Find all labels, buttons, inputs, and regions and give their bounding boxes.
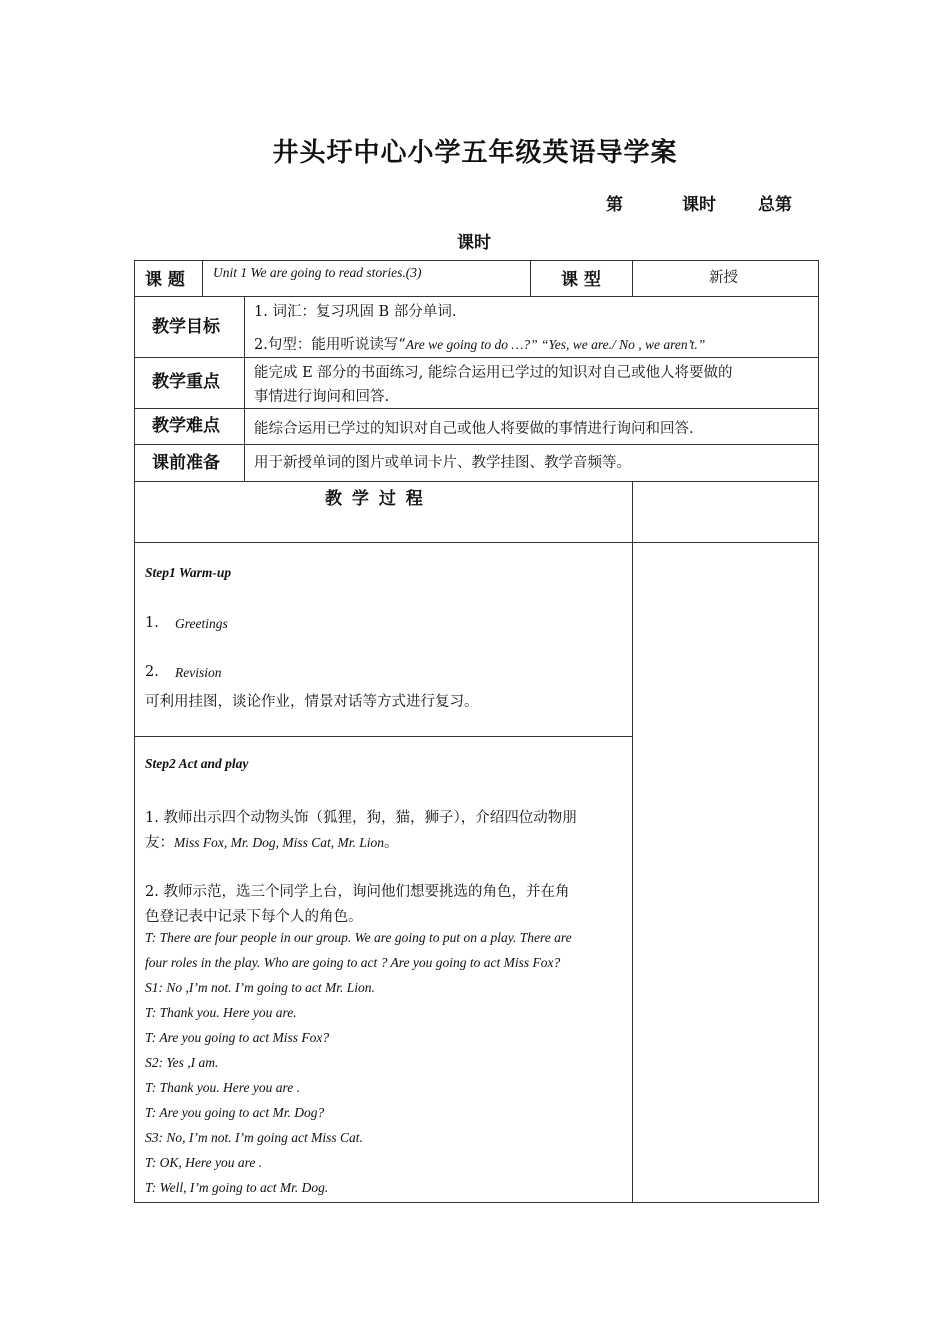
dialogue-line: four roles in the play. Who are going to act ? Are you going to act Miss Fox? [145,955,561,970]
step2-p2-line1: 2. 教师示范，选三个同学上台，询问他们想要挑选的角色，并在角 [145,884,570,900]
dialogue-line: T: Are you going to act Mr. Dog? [145,1105,325,1120]
step2-p1-line1: 1. 教师出示四个动物头饰（狐狸，狗，猫，狮子），介绍四位动物朋 [145,810,577,826]
header-keshi: 课时 [682,195,716,215]
step1-title: Step1 Warm-up [145,565,232,580]
goal-item-2-en: Are we going to do …?” “Yes, we are./ No , we aren’t.” [405,337,706,352]
dialogue-line: T: Thank you. Here you are. [145,1005,297,1020]
goal-item-2-cn: 2.句型：能用听说读写“ [254,337,406,353]
prep-value: 用于新授单词的图片或单词卡片、教学挂图、教学音频等。 [254,455,631,471]
type-value: 新授 [709,270,738,286]
diff-label: 教学难点 [152,416,220,436]
step2-p1-line2-cn: 友： [145,835,174,851]
dialogue-line: T: Are you going to act Miss Fox? [145,1030,330,1045]
dialogue-line: S3: No, I’m not. I’m going act Miss Cat. [145,1130,363,1145]
header-keshi2: 课时 [457,233,491,253]
step1-item2-num: 2. [145,664,159,680]
cell-notes-column [632,542,819,1203]
ketee-value: Unit 1 We are going to read stories.(3) [213,265,422,280]
diff-value: 能综合运用已学过的知识对自己或他人将要做的事情进行询问和回答. [254,421,694,437]
step1-item1-num: 1. [145,615,159,631]
ketee-label: 课 题 [145,270,185,290]
step2-title: Step2 Act and play [145,756,249,771]
header-zongdi: 总第 [758,195,792,215]
goal-item-2 [254,333,705,354]
page-title: 井头圩中心小学五年级英语导学案 [272,138,678,168]
step2-p1-line2 [145,831,399,852]
dialogue-line: T: There are four people in our group. We are going to put on a play. There are [145,930,572,945]
key-line-2: 事情进行询问和回答. [254,389,390,405]
goal-item-1: 1. 词汇：复习巩固 B 部分单词. [254,304,457,320]
dialogue-line: T: Well, I’m going to act Mr. Dog. [145,1180,329,1195]
dialogue-line: T: Thank you. Here you are . [145,1080,300,1095]
dialogue-line: S2: Yes ,I am. [145,1055,219,1070]
step2-p2-line2: 色登记表中记录下每个人的角色。 [145,909,363,925]
process-heading: 教 学 过 程 [325,489,425,509]
step2-p1-line2-end: 。 [384,835,399,851]
type-label: 课 型 [561,270,601,290]
key-label: 教学重点 [152,372,220,392]
dialogue-line: S1: No ,I’m not. I’m going to act Mr. Lion. [145,980,375,995]
step1-note: 可利用挂图，谈论作业，情景对话等方式进行复习。 [145,694,479,710]
key-line-1: 能完成 E 部分的书面练习, 能综合运用已学过的知识对自己或他人将要做的 [254,365,733,381]
step1-item2: Revision [175,665,222,680]
step2-p1-line2-en: Miss Fox, Mr. Dog, Miss Cat, Mr. Lion [174,835,385,850]
cell-process-side [632,481,819,543]
prep-label: 课前准备 [152,453,220,473]
goal-label: 教学目标 [152,317,220,337]
dialogue-line: T: OK, Here you are . [145,1155,263,1170]
header-di: 第 [606,195,623,215]
step1-item1: Greetings [175,616,228,631]
